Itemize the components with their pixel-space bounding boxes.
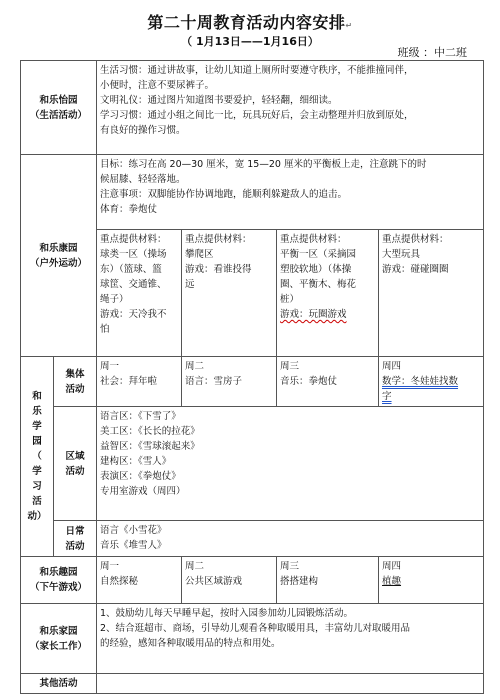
group-day-4: 周四 数学：冬娃娃找数 字 (379, 357, 484, 407)
area-activity-row (21, 407, 484, 521)
page-title: 第二十周教育活动内容安排↵ (147, 13, 353, 32)
area-activity-content: 语言区：《下雪了》 美工区：《长长的拉花》 益智区：《雪球滚起来》 建构区：《雪人》 表演区：《拳炮仗》 专用室游戏（周四） (97, 407, 484, 521)
health-line: 有良好的操作习惯。 (100, 125, 186, 136)
section-family-label: 和乐家园 （家长工作） (21, 604, 97, 674)
fun-row (21, 557, 484, 604)
schedule-table (20, 60, 484, 694)
outdoor-goals: 目标：练习在高 20—30 厘米，宽 15—20 厘米的平衡板上走，注意跳下的时 候屈膝、轻轻落地。 注意事项：双脚能协作协调地跑，能顺利躲避敌人的追击。 体育：拳炮仗 (97, 155, 484, 230)
health-line: 小便时，注意不要尿裤子。 (100, 80, 215, 91)
section-fun-label: 和乐趣园 （下午游戏） (21, 557, 97, 604)
schedule-table-wrapper (20, 60, 483, 697)
fun-day-4: 周四 植趣 (379, 557, 484, 604)
section-other-label: 其他活动 (21, 674, 97, 694)
group-day-3: 周三 音乐：拳炮仗 (277, 357, 379, 407)
material-cell-1: 重点提供材料： 球类一区（操场 东）（篮球、篮 球筐、交通锥、 绳子） 游戏：天冷我不 怕 (97, 230, 182, 357)
section-study-label: 和 乐 学 园 （ 学 习 活 动） (21, 357, 54, 557)
health-line: 文明礼仪：通过图片知道图书要爱护，轻轻翻，细细读。 (100, 95, 338, 106)
family-content: 1、鼓励幼儿每天早睡早起，按时入园参加幼儿园锻炼活动。 2、结合逛超市、商场，引导幼儿观看各种取暖用具，丰富幼儿对取暖用品 的经验，感知各种取暖用品的特点和用处。 (97, 604, 484, 674)
fun-day-2: 周二 公共区域游戏 (182, 557, 277, 604)
other-content (97, 674, 484, 694)
outdoor-goals-row (21, 155, 484, 230)
group-day-1: 周一 社会：拜年啦 (97, 357, 182, 407)
group-activity-label: 集体 活动 (54, 357, 97, 407)
family-row (21, 604, 484, 674)
class-label: 班级 ：中二班 (397, 46, 467, 59)
area-activity-label: 区域 活动 (54, 407, 97, 521)
material-cell-2: 重点提供材料： 攀爬区 游戏：看谁投得 远 (182, 230, 277, 357)
daily-activity-label: 日常 活动 (54, 521, 97, 557)
fun-day-1: 周一 自然探秘 (97, 557, 182, 604)
other-row (21, 674, 484, 694)
health-row (21, 61, 484, 155)
section-health-label: 和乐怡园 （生活活动） (21, 61, 97, 155)
section-outdoor-label: 和乐康园 （户外运动） (21, 155, 97, 357)
group-activity-row (21, 357, 484, 407)
health-line: 生活习惯：通过讲故事，让幼儿知道上厕所时要遵守秩序，不能推撞同伴， (100, 65, 414, 76)
material-cell-3: 重点提供材料： 平衡一区（采摘园 塑胶软地）（体操 圈、平衡木、梅花 桩） 游戏：玩圈游戏 (277, 230, 379, 357)
daily-activity-row (21, 521, 484, 557)
daily-activity-content: 语言《小雪花》 音乐《堆雪人》 (97, 521, 484, 557)
material-cell-4: 重点提供材料： 大型玩具 游戏：碰碰圈圈 (379, 230, 484, 357)
group-day-2: 周二 语言：雪房子 (182, 357, 277, 407)
date-range: （ 1月13日——1月16日） (181, 35, 319, 48)
fun-day-3: 周三 搭搭建构 (277, 557, 379, 604)
health-content (97, 61, 484, 155)
health-line: 学习习惯：通过小组之间比一比，玩具玩好后，会主动整理并归放到原处， (100, 110, 414, 121)
